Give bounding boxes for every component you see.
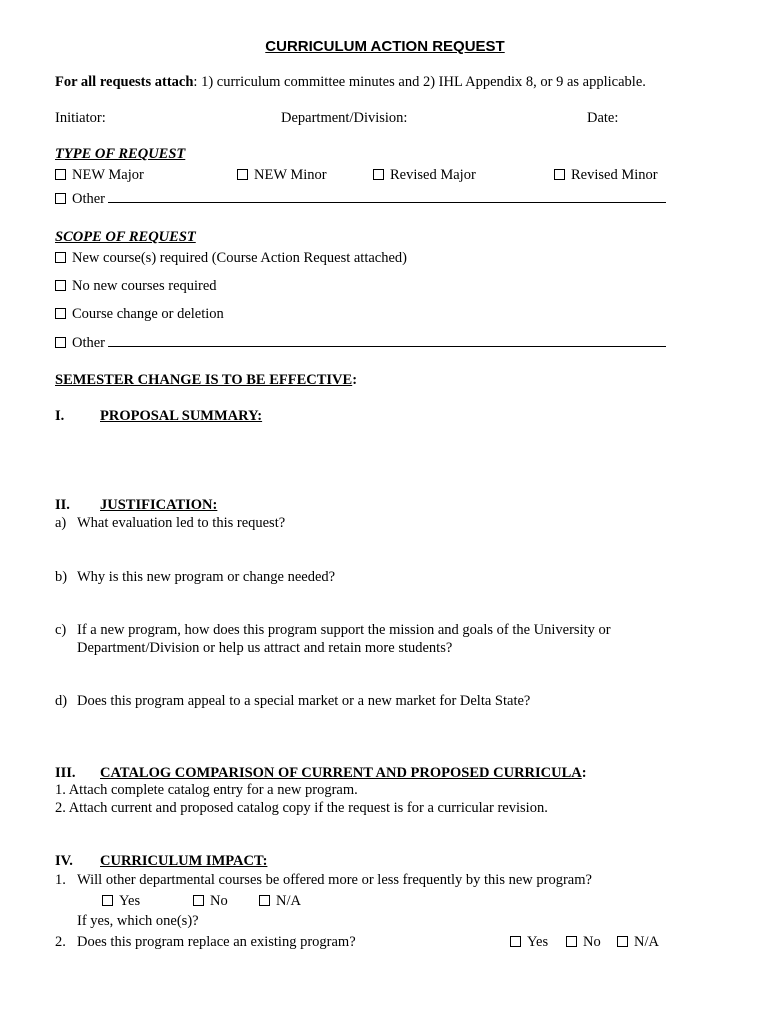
department-field[interactable]: Department/Division: <box>281 110 408 126</box>
question-text: Why is this new program or change needed? <box>77 569 336 585</box>
impact-question-2-text: Does this program replace an existing program? <box>77 934 356 950</box>
checkbox[interactable] <box>259 895 270 906</box>
scope-option-other[interactable] <box>55 334 666 352</box>
question-text: If a new program, how does this program support the mission and goals of the University or <box>77 622 611 638</box>
option-label: Yes <box>527 934 549 950</box>
checkbox[interactable] <box>193 895 204 906</box>
option-label: No <box>583 934 601 950</box>
option-label: Yes <box>119 893 141 909</box>
justification-question-b: b) <box>55 569 68 585</box>
checkbox[interactable] <box>510 936 521 947</box>
q1-option-yes[interactable] <box>102 893 140 910</box>
semester-colon: : <box>352 372 358 388</box>
option-label: N/A <box>276 893 301 909</box>
section-3-colon: : <box>581 765 587 781</box>
semester-label: SEMESTER CHANGE IS TO BE EFFECTIVE <box>55 372 353 388</box>
section-4-heading: CURRICULUM IMPACT: <box>100 853 268 869</box>
other-fill-line[interactable] <box>108 190 666 203</box>
section-4-numeral: IV. <box>55 853 73 869</box>
attach-instructions <box>55 74 646 91</box>
checkbox[interactable] <box>566 936 577 947</box>
q2-option-no[interactable] <box>566 934 601 951</box>
type-option-new-minor[interactable] <box>237 167 327 184</box>
question-text: What evaluation led to this request? <box>77 515 286 531</box>
option-label: Course change or deletion <box>72 306 224 322</box>
catalog-item-1: 1. Attach complete catalog entry for a new program. <box>55 782 358 798</box>
checkbox[interactable] <box>554 169 565 180</box>
checkbox[interactable] <box>237 169 248 180</box>
checkbox[interactable] <box>55 308 66 319</box>
option-label: Other <box>72 335 106 351</box>
attach-label: For all requests attach <box>55 74 194 90</box>
checkbox[interactable] <box>55 280 66 291</box>
checkbox[interactable] <box>102 895 113 906</box>
q1-followup: If yes, which one(s)? <box>77 913 199 929</box>
checkbox[interactable] <box>55 169 66 180</box>
type-option-revised-minor[interactable] <box>554 167 658 184</box>
question-marker: a) <box>55 515 67 531</box>
scope-option-no-new-courses[interactable] <box>55 278 217 295</box>
impact-question-1-text: Will other departmental courses be offered more or less frequently by this new program? <box>77 872 592 888</box>
scope-option-course-change[interactable] <box>55 306 224 323</box>
section-3-numeral: III. <box>55 765 76 781</box>
section-1-heading: PROPOSAL SUMMARY: <box>100 408 263 424</box>
impact-question-2-marker: 2. <box>55 934 66 950</box>
justification-question-a <box>55 515 66 532</box>
initiator-field[interactable]: Initiator: <box>55 110 106 126</box>
type-option-other[interactable] <box>55 190 666 208</box>
section-3-heading-wrap <box>100 765 587 782</box>
option-label: Other <box>72 191 106 207</box>
type-option-new-major[interactable] <box>55 167 144 184</box>
checkbox[interactable] <box>55 337 66 348</box>
section-2-numeral: II. <box>55 497 70 513</box>
justification-question-c: c) <box>55 622 67 638</box>
checkbox[interactable] <box>373 169 384 180</box>
impact-question-1-marker: 1. <box>55 872 66 888</box>
option-label: N/A <box>634 934 659 950</box>
catalog-item-2: 2. Attach current and proposed catalog copy if the request is for a curricular revision. <box>55 800 548 816</box>
date-field[interactable]: Date: <box>587 110 619 126</box>
scope-option-new-courses[interactable] <box>55 250 407 267</box>
option-label: New course(s) required (Course Action Request attached) <box>72 250 407 266</box>
type-option-revised-major[interactable] <box>373 167 476 184</box>
option-label: No <box>210 893 228 909</box>
section-3-heading: CATALOG COMPARISON OF CURRENT AND PROPOSED CURRICULA <box>100 765 582 781</box>
q1-option-na[interactable] <box>259 893 301 910</box>
question-text: Does this program appeal to a special market or a new market for Delta State? <box>77 693 531 709</box>
option-label: NEW Major <box>72 167 144 183</box>
q1-option-no[interactable] <box>193 893 228 910</box>
checkbox[interactable] <box>55 252 66 263</box>
other-fill-line[interactable] <box>108 334 666 347</box>
section-1-numeral: I. <box>55 408 65 424</box>
option-label: NEW Minor <box>254 167 327 183</box>
attach-text: : 1) curriculum committee minutes and 2) IHL Appendix 8, or 9 as applicable. <box>193 74 646 90</box>
checkbox[interactable] <box>617 936 628 947</box>
justification-question-d: d) <box>55 693 68 709</box>
option-label: No new courses required <box>72 278 217 294</box>
form-title: CURRICULUM ACTION REQUEST <box>265 38 505 55</box>
q2-option-yes[interactable] <box>510 934 548 951</box>
question-text-continued: Department/Division or help us attract and retain more students? <box>77 640 453 656</box>
scope-of-request-heading: SCOPE OF REQUEST <box>55 229 196 245</box>
section-2-heading: JUSTIFICATION: <box>100 497 218 513</box>
semester-effective <box>55 372 357 389</box>
q2-option-na[interactable] <box>617 934 659 951</box>
option-label: Revised Major <box>390 167 476 183</box>
type-of-request-heading: TYPE OF REQUEST <box>55 146 186 162</box>
checkbox[interactable] <box>55 193 66 204</box>
option-label: Revised Minor <box>571 167 658 183</box>
